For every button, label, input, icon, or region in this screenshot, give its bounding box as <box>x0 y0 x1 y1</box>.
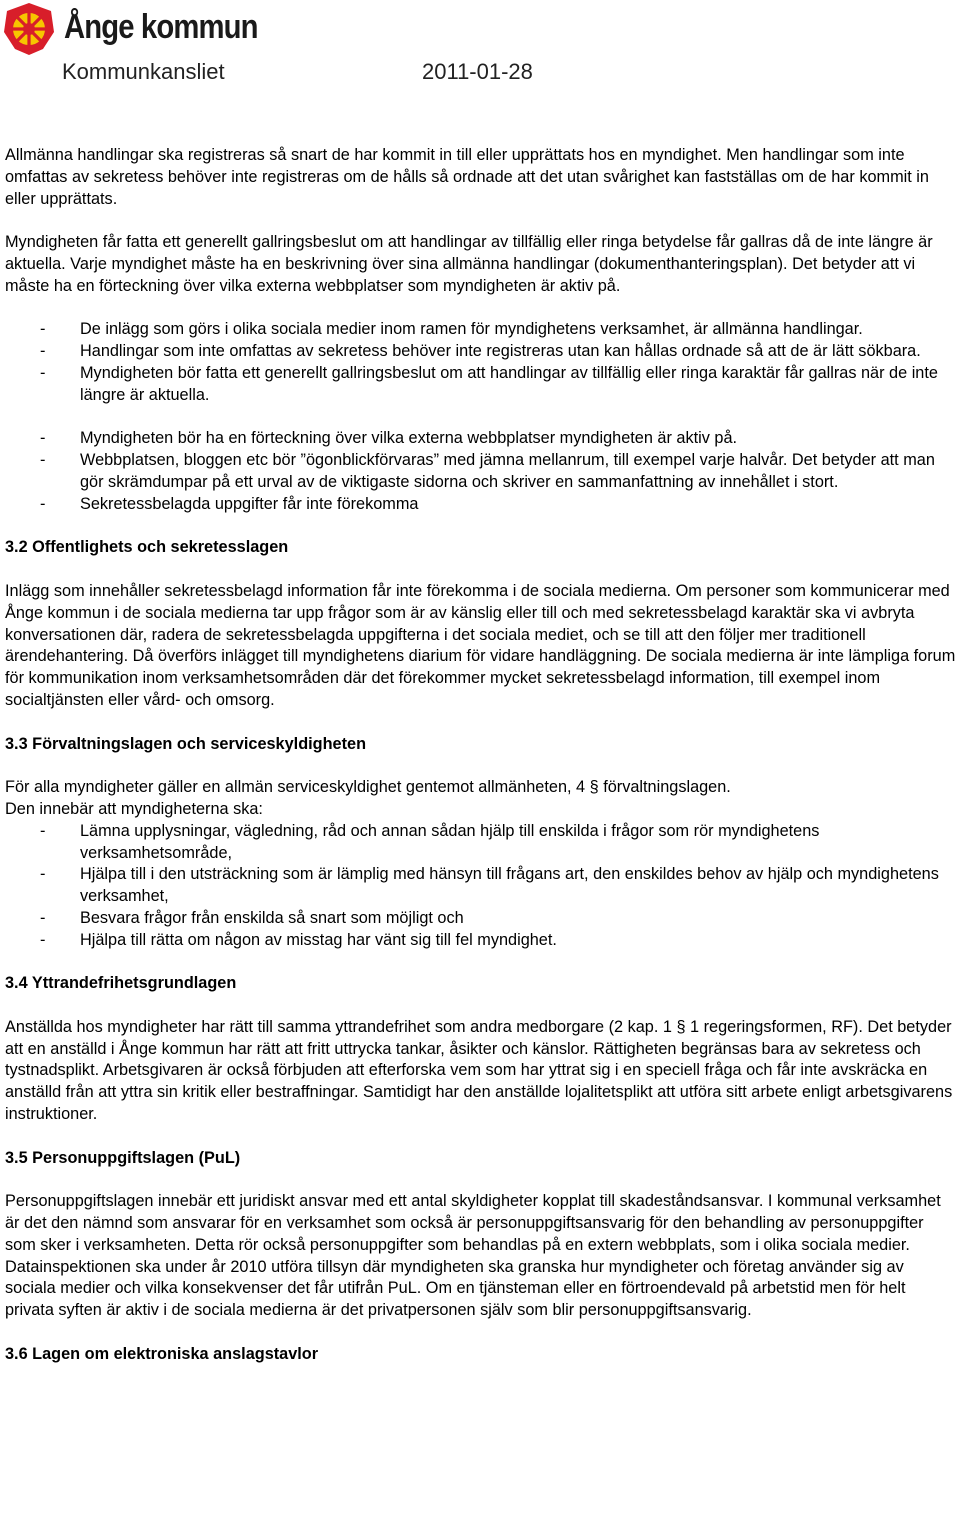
list-item: - Sekretessbelagda uppgifter får inte förekomma <box>5 494 958 516</box>
list-item: - Myndigheten bör ha en förteckning över vilka externa webbplatser myndigheten är aktiv på. <box>5 428 958 450</box>
list-item: - Handlingar som inte omfattas av sekretess behöver inte registreras utan kan hållas ordnade så att de är lätt sökbara. <box>5 341 958 363</box>
bullet-list-myndigheter-ska <box>5 821 958 952</box>
paragraph-personuppgifter: Personuppgiftslagen innebär ett juridiskt ansvar med ett antal skyldigheter kopplat till skadeståndsansvar. I kommunal verksamhet är det den nämnd som ansvarar för en verksamhet som också är personuppgiftsansvarig för den behandling av personuppgifter som sker i verksamheten. Detta rör också personuppgifter som behandlas på en extern webbplats, som i olika sociala medier. Datainspektionen ska under år 2010 utföra tillsyn där myndigheten ska granska hur myndigheter och företag använder sig av sociala medier och vilka konsekvenser det får utifrån PuL. Om en tjänsteman eller en förtroendevald på arbetstid men för helt privata syften är aktiv i de sociala medierna är det privatpersonen själv som blir personuppgiftsansvarig. <box>5 1192 941 1320</box>
list-item: - Hjälpa till rätta om någon av misstag har vänt sig till fel myndighet. <box>5 930 958 952</box>
paragraph-innebar: Den innebär att myndigheterna ska: <box>5 799 263 818</box>
paragraph-serviceskyldighet: För alla myndigheter gäller en allmän serviceskyldighet gentemot allmänheten, 4 § förvaltningslagen. <box>5 778 731 797</box>
section-heading-3-2: 3.2 Offentlighets och sekretesslagen <box>5 538 289 557</box>
paragraph-sekretess: Inlägg som innehåller sekretessbelagd information får inte förekomma i de sociala medierna. Om personer som kommunicerar med Ånge kommun i de sociala medierna tar upp frågor som är av känslig eller till och med sekretessbelagd karaktär ska vi avbryta konversationen där, radera de sekretessbelagda uppgifterna i det sociala mediet, och se till att den följer mer traditionell ärendehantering. Då överförs inlägget till myndighetens diarium för vidare handläggning. De sociala medierna är inte lämpliga forum för kommunikation inom verksamhetsområden där det förekommer mycket sekretessbelagd information, till exempel inom socialtjänsten eller vård- och omsorg. <box>5 581 956 709</box>
section-heading-3-5: 3.5 Personuppgiftslagen (PuL) <box>5 1148 241 1167</box>
section-heading-3-4: 3.4 Yttrandefrihetsgrundlagen <box>5 974 237 993</box>
paragraph-registration: Allmänna handlingar ska registreras så snart de har kommit in till eller upprättats hos en myndighet. Men handlingar som inte omfattas av sekretess behöver inte registreras om de hålls så ordnade att det utan svårighet kan fastställas om de har kommit in eller upprättats. <box>5 146 929 208</box>
section-heading-3-6: 3.6 Lagen om elektroniska anslagstavlor <box>5 1344 319 1363</box>
document-body <box>5 145 958 1387</box>
list-item: - Lämna upplysningar, vägledning, råd och annan sådan hjälp till enskilda i frågor som rör myndighetens verksamhetsområde, <box>5 821 958 865</box>
list-item: - Hjälpa till i den utsträckning som är lämplig med hänsyn till frågans art, den enskildes behov av hjälp och myndighetens verksamhet, <box>5 864 958 908</box>
list-item: - Myndigheten bör fatta ett generellt gallringsbeslut om att handlingar av tillfällig eller ringa karaktär får gallras när de inte längre är aktuella. <box>5 363 958 407</box>
list-item: - De inlägg som görs i olika sociala medier inom ramen för myndighetens verksamhet, är allmänna handlingar. <box>5 319 958 341</box>
list-item: - Besvara frågor från enskilda så snart som möjligt och <box>5 908 958 930</box>
section-heading-3-3: 3.3 Förvaltningslagen och serviceskyldigheten <box>5 734 367 753</box>
document-date: 2011-01-28 <box>422 59 533 84</box>
organization-name: Ånge kommun <box>64 8 258 46</box>
paragraph-yttrandefrihet: Anställda hos myndigheter har rätt till samma yttrandefrihet som andra medborgare (2 kap. 1 § 1 regeringsformen, RF). Det betyder att en anställd i Ånge kommun har rätt att fritt uttrycka tankar, åsikter och känslor. Rättigheten begränsas bara av sekretess och tystnadsplikt. Arbetsgivaren är också förbjuden att efterforska vem som har yttrat sig i en speciell fråga och får inte avskräcka en anställd från att yttra sin kritik eller bestraffningar. Samtidigt har den anställde lojalitetsplikt att utföra sitt arbete enligt arbetsgivarens instruktioner. <box>5 1017 953 1124</box>
department-name: Kommunkansliet <box>62 59 225 84</box>
bullet-list-webbplatser <box>5 428 958 515</box>
ange-kommun-logo-icon <box>3 2 55 56</box>
document-header <box>0 0 960 96</box>
bullet-list-handlingar <box>5 319 958 406</box>
paragraph-gallring: Myndigheten får fatta ett generellt gallringsbeslut om att handlingar av tillfällig eller ringa betydelse får gallras då de inte längre är aktuella. Varje myndighet måste ha en beskrivning över sina allmänna handlingar (dokumenthanteringsplan). Det betyder att vi måste ha en förteckning över vilka externa webbplatser som myndigheten är aktiv på. <box>5 233 933 295</box>
list-item: - Webbplatsen, bloggen etc bör ”ögonblickförvaras” med jämna mellanrum, till exempel varje halvår. Det betyder att man gör skrämdumpar på ett urval av de viktigaste sidorna och skriver en sammanfattning av innehållet i stort. <box>5 450 958 494</box>
